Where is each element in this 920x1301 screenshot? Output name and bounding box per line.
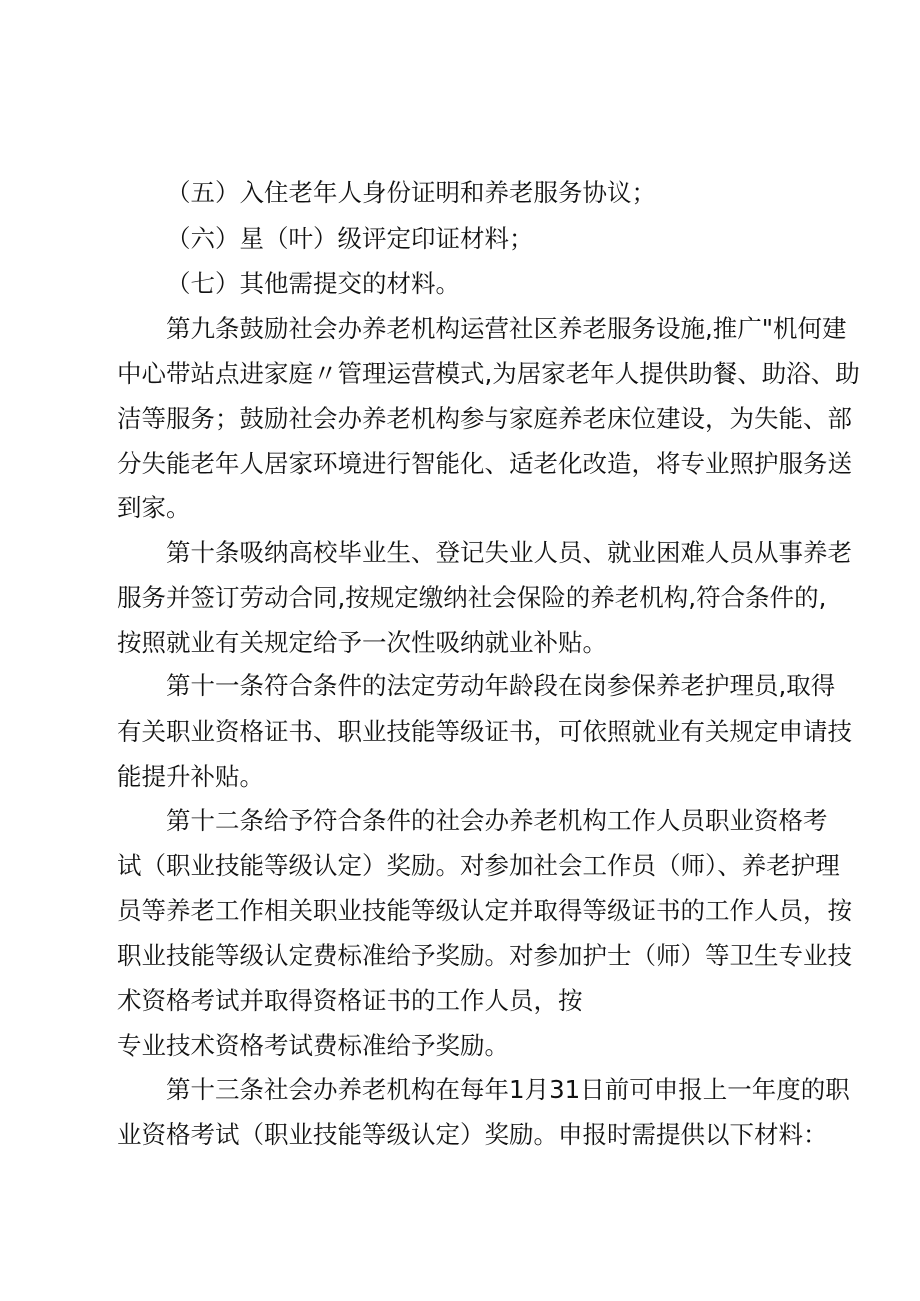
list-item-7: （七）其他需提交的材料。	[166, 269, 460, 298]
article-12-line-3: 员等养老工作相关职业技能等级认定并取得等级证书的工作人员，按	[117, 896, 852, 925]
article-10-line-3: 按照就业有关规定给予一次性吸纳就业补贴。	[117, 628, 607, 657]
article-9-line-4: 分失能老年人居家环境进行智能化、适老化改造，将专业照护服务送	[117, 449, 852, 478]
article-13-line-2: 业资格考试（职业技能等级认定）奖励。申报时需提供以下材料：	[117, 1120, 828, 1149]
article-12-line-1: 第十二条给予符合条件的社会办养老机构工作人员职业资格考	[166, 806, 828, 835]
article-11-line-3: 能提升补贴。	[117, 762, 264, 791]
article-11-line-2: 有关职业资格证书、职业技能等级证书，可依照就业有关规定申请技	[117, 717, 852, 746]
article-9-line-5: 到家。	[117, 493, 191, 522]
article-9-line-2: 中心带站点进家庭〃管理运营模式,为居家老年人提供助餐、助浴、助	[117, 359, 860, 388]
list-item-6: （六）星（叶）级评定印证材料；	[166, 224, 534, 253]
article-9-line-3: 洁等服务；鼓励社会办养老机构参与家庭养老床位建设，为失能、部	[117, 404, 852, 433]
article-11-line-1: 第十一条符合条件的法定劳动年龄段在岗参保养老护理员,取得	[166, 671, 836, 700]
article-12-line-4: 职业技能等级认定费标准给予奖励。对参加护士（师）等卫生专业技	[117, 941, 852, 970]
article-10-line-1: 第十条吸纳高校毕业生、登记失业人员、就业困难人员从事养老	[166, 538, 852, 567]
article-13-line-1: 第十三条社会办养老机构在每年1月31日前可申报上一年度的职	[166, 1075, 850, 1104]
article-9-line-1: 第九条鼓励社会办养老机构运营社区养老服务设施,推广"机何建	[166, 314, 847, 343]
article-12-line-5: 术资格考试并取得资格证书的工作人员，按	[117, 986, 583, 1015]
article-10-line-2: 服务并签订劳动合同,按规定缴纳社会保险的养老机构,符合条件的,	[117, 583, 827, 612]
list-item-5: （五）入住老年人身份证明和养老服务协议；	[166, 178, 656, 207]
article-12-line-2: 试（职业技能等级认定）奖励。对参加社会工作员（师）、养老护理	[117, 851, 840, 880]
article-12-line-6: 专业技术资格考试费标准给予奖励。	[117, 1031, 509, 1060]
